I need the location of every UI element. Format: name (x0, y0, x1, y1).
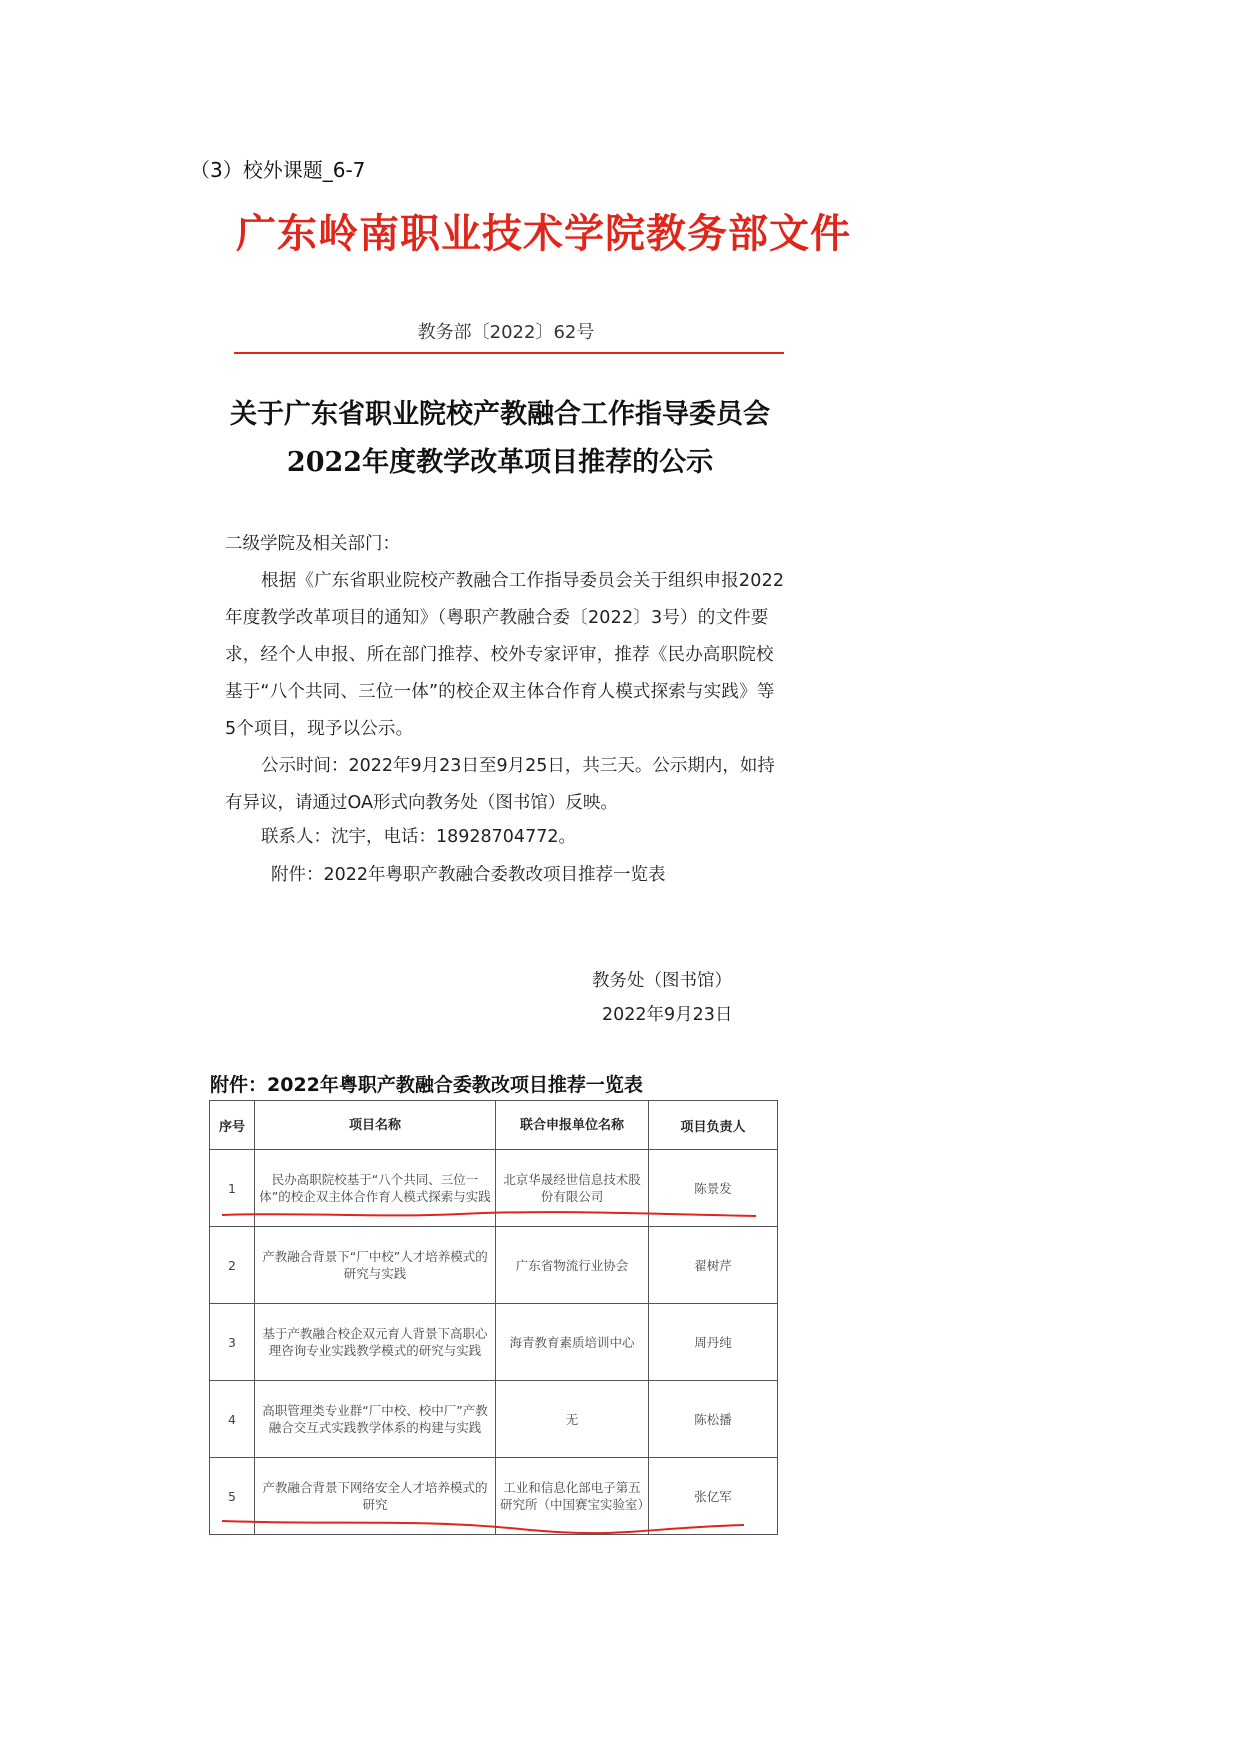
cell-name: 民办高职院校基于“八个共同、三位一体”的校企双主体合作育人模式探索与实践 (255, 1150, 496, 1227)
table-title: 附件：2022年粤职产教融合委教改项目推荐一览表 (210, 1074, 643, 1096)
header-divider (234, 352, 784, 354)
cell-owner: 陈松播 (649, 1381, 778, 1458)
annotation-underline-row1 (220, 1208, 760, 1222)
cell-name: 产教融合背景下网络安全人才培养模式的研究 (255, 1458, 496, 1535)
cell-owner: 张亿军 (649, 1458, 778, 1535)
cell-no: 4 (210, 1381, 255, 1458)
cell-unit: 广东省物流行业协会 (496, 1227, 649, 1304)
cell-unit: 北京华晟经世信息技术股份有限公司 (496, 1150, 649, 1227)
header-name: 项目名称 (255, 1101, 496, 1150)
header-no: 序号 (210, 1101, 255, 1150)
cell-no: 2 (210, 1227, 255, 1304)
salutation: 二级学院及相关部门： (225, 534, 400, 554)
table-row (210, 1227, 778, 1304)
cell-unit: 海青教育素质培训中心 (496, 1304, 649, 1381)
body-paragraph-1: 根据《广东省职业院校产教融合工作指导委员会关于组织申报2022年度教学改革项目的通知》（粤职产教融合委〔2022〕3号）的文件要求，经个人申报、所在部门推荐、校外专家评审，推荐《民办高职院校基于“八个共同、三位一体”的校企双主体合作育人模式探索与实践》等5个项目，现予以公示。 (225, 571, 785, 739)
cell-owner: 翟树芹 (649, 1227, 778, 1304)
body-paragraph-2: 公示时间：2022年9月23日至9月25日，共三天。公示期内，如持有异议，请通过OA形式向教务处（图书馆）反映。 (225, 756, 775, 813)
project-table (209, 1100, 778, 1535)
document-header: 广东岭南职业技术学院教务部文件 (236, 210, 851, 257)
cell-no: 5 (210, 1458, 255, 1535)
cell-name: 高职管理类专业群“厂中校、校中厂”产教融合交互式实践教学体系的构建与实践 (255, 1381, 496, 1458)
cell-name: 产教融合背景下“厂中校”人才培养模式的研究与实践 (255, 1227, 496, 1304)
contact-line: 联系人：沈宇，电话：18928704772。 (261, 827, 576, 847)
table-row (210, 1304, 778, 1381)
cell-owner: 陈景发 (649, 1150, 778, 1227)
table-row (210, 1381, 778, 1458)
document-number: 教务部〔2022〕62号 (417, 322, 595, 343)
signature-date: 2022年9月23日 (602, 1005, 733, 1025)
table-header-row (210, 1101, 778, 1150)
cell-name: 基于产教融合校企双元育人背景下高职心理咨询专业实践教学模式的研究与实践 (255, 1304, 496, 1381)
cell-no: 3 (210, 1304, 255, 1381)
signature-department: 教务处（图书馆） (592, 971, 732, 991)
attachment-line: 附件：2022年粤职产教融合委教改项目推荐一览表 (271, 865, 666, 885)
cell-owner: 周丹纯 (649, 1304, 778, 1381)
document-title-line2: 2022年度教学改革项目推荐的公示 (286, 447, 714, 478)
cell-no: 1 (210, 1150, 255, 1227)
section-label: （3）校外课题_6-7 (190, 158, 366, 182)
header-owner: 项目负责人 (649, 1101, 778, 1150)
document-title-line1: 关于广东省职业院校产教融合工作指导委员会 (230, 399, 770, 430)
header-unit: 联合申报单位名称 (496, 1101, 649, 1150)
annotation-underline-row5 (220, 1515, 750, 1535)
cell-unit: 无 (496, 1381, 649, 1458)
cell-unit: 工业和信息化部电子第五研究所（中国赛宝实验室） (496, 1458, 649, 1535)
